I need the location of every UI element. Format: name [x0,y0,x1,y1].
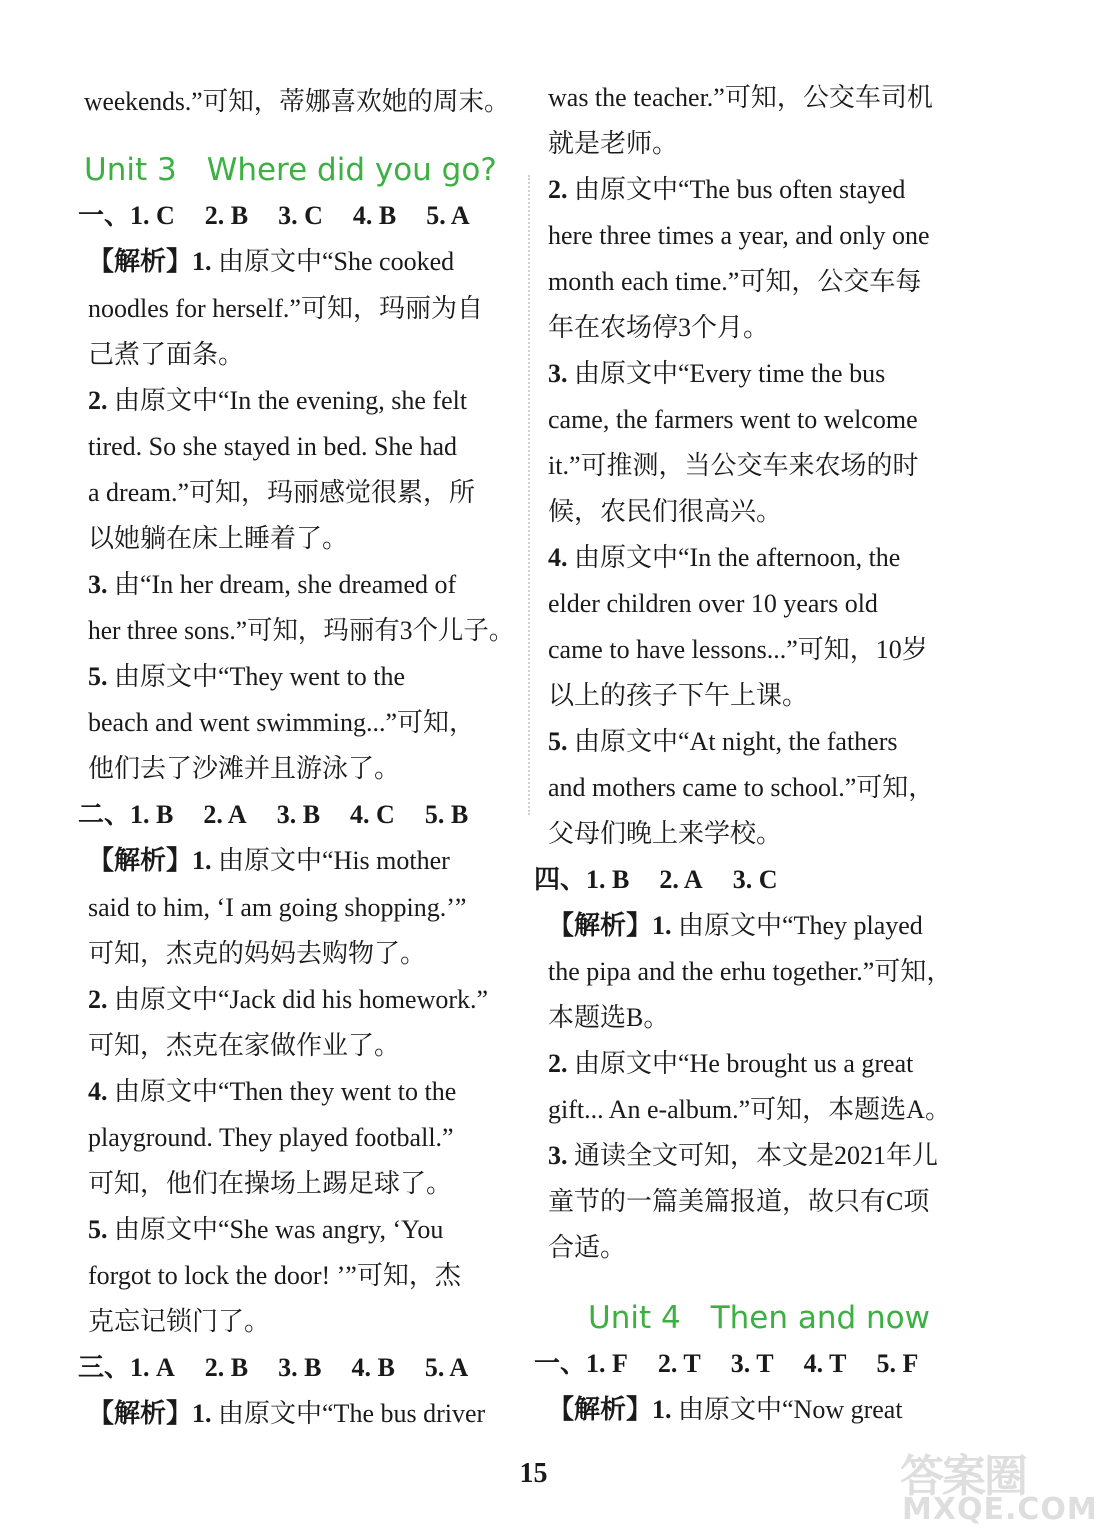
answer-row-section4 [534,862,777,898]
watermark-text-top: 答案圈 [900,1451,1026,1502]
answer-item: 5. F [876,1349,919,1378]
answer-item: 2. B [204,1353,249,1382]
explanation-line: 【解析】1. 由原文中“Now great [548,1395,903,1424]
item-number: 2. [88,985,108,1014]
item-number: 2. [88,386,108,415]
explanation-tag: 【解析】 [88,1399,193,1428]
explanation-line: a dream.”可知，玛丽感觉很累，所 [88,478,476,507]
item-number: 1. [192,846,212,875]
answer-item: 1. C [130,201,175,230]
answer-item: 3. C [732,865,778,894]
text-line: was the teacher.”可知，公交车司机 [548,83,933,112]
item-number: 5. [88,1215,108,1244]
text-line: came, the farmers went to welcome [548,405,918,434]
item-number: 5. [88,662,108,691]
explanation-line: 2. 由原文中“In the evening, she felt [88,386,468,415]
section-label: 一、 [534,1349,587,1378]
answer-item: 2. A [659,865,703,894]
answer-item: 4. C [350,800,395,829]
explanation-line: 【解析】1. 由原文中“The bus driver [88,1399,486,1428]
item-number: 1. [652,911,672,940]
answer-item: 4. B [352,201,397,230]
item-number: 1. [192,1399,212,1428]
watermark-text-bottom: MXQE.COM [902,1492,1098,1527]
explanation-tag: 【解析】 [548,1395,653,1424]
item-number: 2. [548,175,568,204]
explanation-line: 可知，他们在操场上踢足球了。 [88,1169,453,1198]
answer-item: 5. A [426,201,470,230]
answer-row-section1 [78,198,470,234]
section-label: 三、 [78,1353,131,1382]
explanation-line: 3. 通读全文可知，本文是2021年儿 [548,1141,939,1170]
explanation-tag: 【解析】 [548,911,653,940]
text-line: elder children over 10 years old [548,589,878,618]
unit-number: Unit 3 [84,152,177,188]
answer-item: 3. C [278,201,323,230]
text-line: 5. 由原文中“At night, the fathers [548,727,898,756]
explanation-line: the pipa and the erhu together.”可知， [548,957,953,986]
item-number: 3. [548,359,568,388]
explanation-line: noodles for herself.”可知，玛丽为自 [88,294,483,323]
answer-item: 4. T [803,1349,847,1378]
explanation-line: 可知，杰克在家做作业了。 [88,1031,401,1060]
explanation-line: her three sons.”可知，玛丽有3个儿子。 [88,616,515,645]
text-line: 2. 由原文中“The bus often stayed [548,175,906,204]
text-line: and mothers came to school.”可知， [548,773,935,802]
item-number: 4. [548,543,568,572]
answer-item: 3. T [730,1349,774,1378]
explanation-line: 他们去了沙滩并且游泳了。 [88,754,401,783]
explanation-line: 以她躺在床上睡着了。 [88,524,349,553]
answer-item: 4. B [351,1353,395,1382]
explanation-line: 2. 由原文中“He brought us a great [548,1049,914,1078]
unit-title: Where did you go? [206,152,497,188]
explanation-tag: 【解析】 [88,247,193,276]
explanation-line: beach and went swimming...”可知， [88,708,476,737]
explanation-line: tired. So she stayed in bed. She had [88,432,457,461]
answer-row-section3 [78,1350,468,1386]
text-line: weekends.”可知，蒂娜喜欢她的周末。 [84,87,510,116]
unit-number: Unit 4 [588,1300,681,1336]
item-number: 5. [548,727,568,756]
text-line: came to have lessons...”可知，10岁 [548,635,928,664]
answer-item: 5. A [424,1353,469,1382]
explanation-tag: 【解析】 [88,846,193,875]
text-line: it.”可推测，当公交车来农场的时 [548,451,919,480]
answer-item: 1. A [130,1353,175,1382]
column-divider [528,175,530,815]
item-number: 4. [88,1077,108,1106]
answer-item: 3. B [276,800,321,829]
explanation-line: 合适。 [548,1233,627,1262]
explanation-line: forgot to lock the door! ’”可知，杰 [88,1261,461,1290]
section-label: 一、 [78,201,131,230]
section-label: 四、 [534,865,587,894]
explanation-line: 己煮了面条。 [88,340,245,369]
explanation-line: 【解析】1. 由原文中“She cooked [88,247,455,276]
text-line: 候，农民们很高兴。 [548,497,783,526]
text-line: here three times a year, and only one [548,221,930,250]
unit-title: Then and now [710,1300,930,1336]
unit4-heading [588,1298,930,1338]
explanation-line: 本题选B。 [548,1003,670,1032]
answer-item: 2. A [203,800,247,829]
text-line: 3. 由原文中“Every time the bus [548,359,886,388]
answer-row-unit4-section1 [534,1346,918,1382]
answer-item: 3. B [278,1353,322,1382]
text-line: month each time.”可知，公交车每 [548,267,922,296]
text-line: 父母们晚上来学校。 [548,819,783,848]
explanation-line: 3. 由“In her dream, she dreamed of [88,570,457,599]
text-line: 年在农场停3个月。 [548,313,770,342]
explanation-line: 可知，杰克的妈妈去购物了。 [88,939,427,968]
item-number: 3. [88,570,108,599]
explanation-line: 【解析】1. 由原文中“His mother [88,846,450,875]
item-number: 3. [548,1141,568,1170]
explanation-line: gift... An e-album.”可知，本题选A。 [548,1095,951,1124]
item-number: 1. [192,247,212,276]
explanation-line: 克忘记锁门了。 [88,1307,271,1336]
answer-item: 2. B [204,201,249,230]
text-line: 就是老师。 [548,129,679,158]
explanation-line: 童节的一篇美篇报道，故只有C项 [548,1187,930,1216]
answer-row-section2 [78,797,468,833]
page-number: 15 [519,1458,548,1489]
explanation-line: 4. 由原文中“Then they went to the [88,1077,457,1106]
explanation-line: playground. They played football.” [88,1123,454,1152]
item-number: 2. [548,1049,568,1078]
section-label: 二、 [78,800,131,829]
explanation-line: 2. 由原文中“Jack did his homework.” [88,985,489,1014]
text-line: 4. 由原文中“In the afternoon, the [548,543,901,572]
watermark-logo [900,1440,1098,1530]
explanation-line: said to him, ‘I am going shopping.’” [88,893,467,922]
text-line: 以上的孩子下午上课。 [548,681,809,710]
item-number: 1. [652,1395,672,1424]
explanation-line: 【解析】1. 由原文中“They played [548,911,923,940]
explanation-line: 5. 由原文中“They went to the [88,662,405,691]
answer-item: 5. B [424,800,469,829]
answer-item: 1. F [586,1349,628,1378]
answer-item: 1. B [586,865,630,894]
explanation-line: 5. 由原文中“She was angry, ‘You [88,1215,444,1244]
unit3-heading [84,150,497,190]
answer-item: 2. T [657,1349,701,1378]
answer-item: 1. B [130,800,174,829]
